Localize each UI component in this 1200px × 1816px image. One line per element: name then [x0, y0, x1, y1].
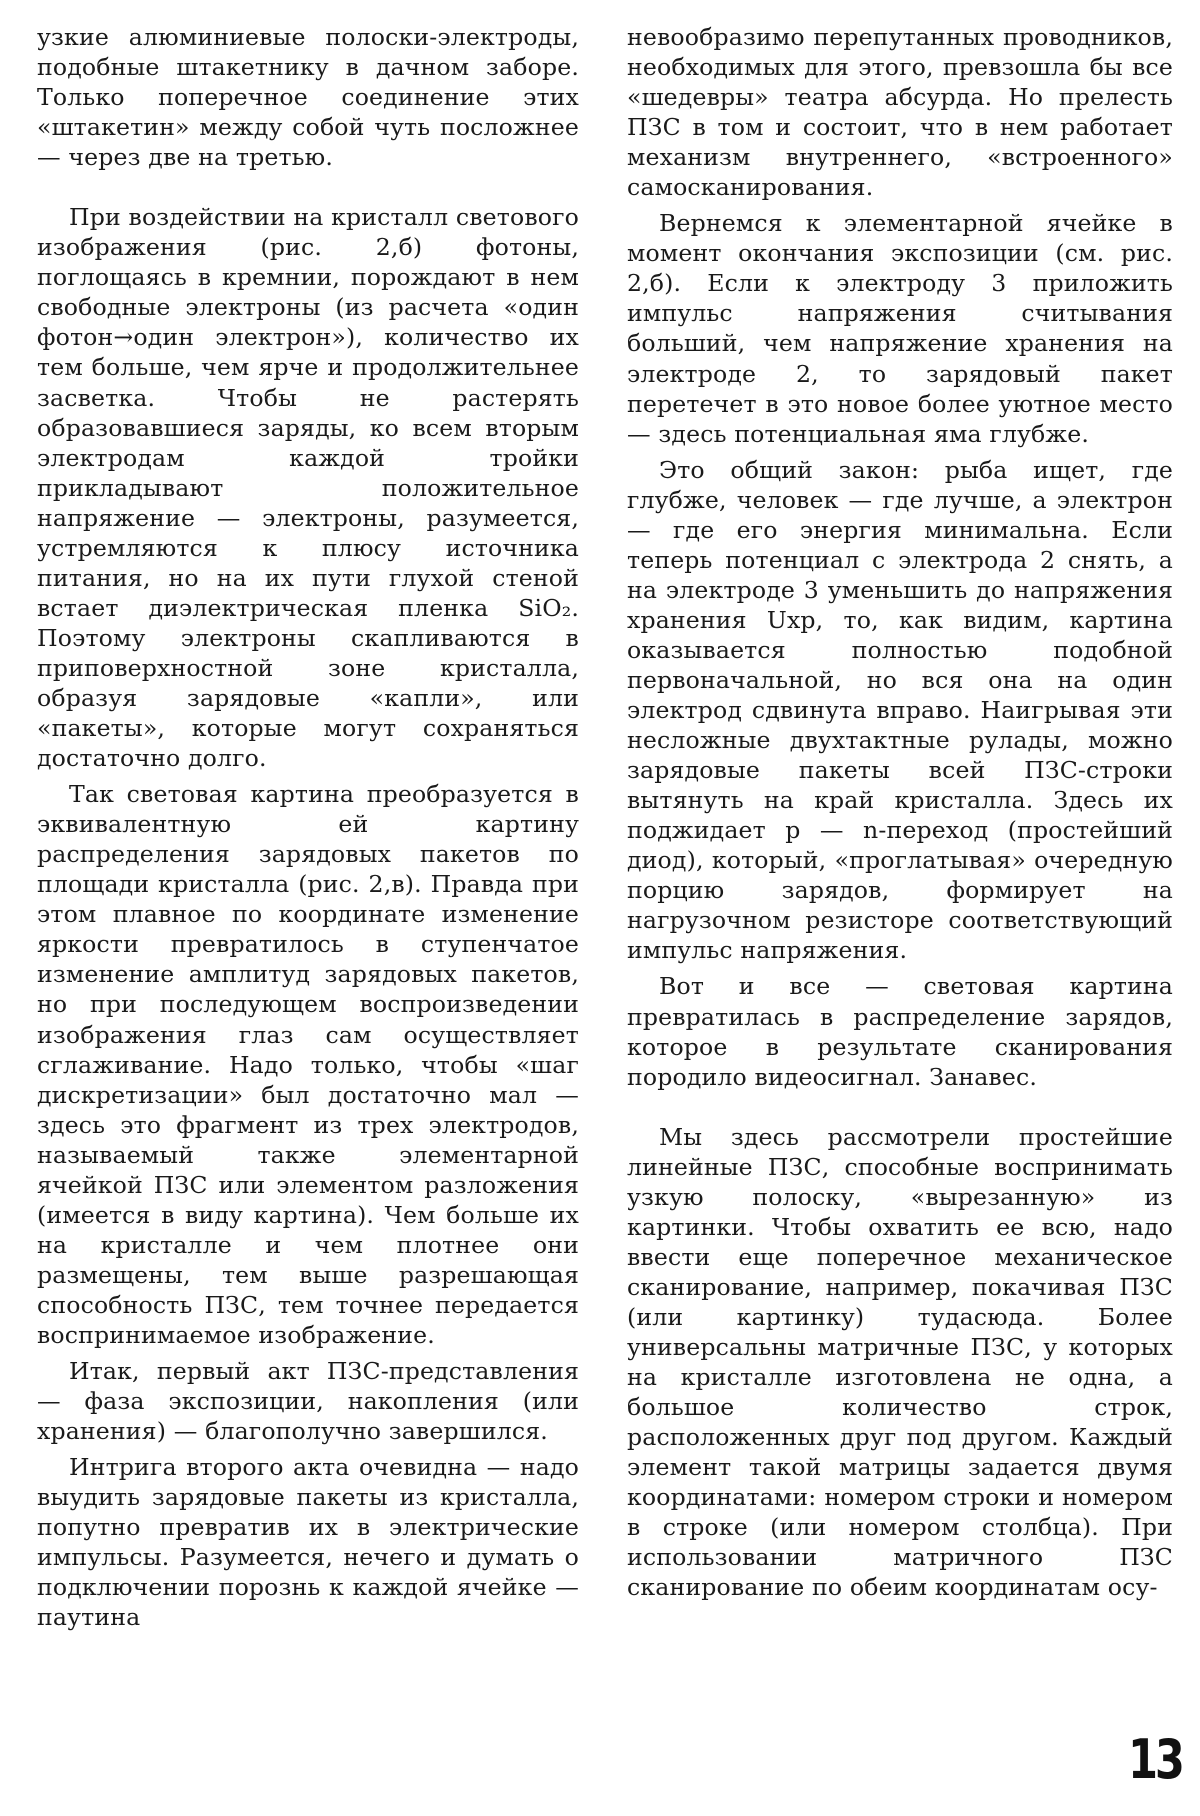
paragraph-second-act: Интрига второго акта очевидна — надо выудить зарядовые пакеты из кристалла, попутно превратив их в электрические импульсы. Разумеется, нечего и думать о подключении порознь к каждой ячейке — паутина — [37, 1453, 579, 1632]
paragraph-first-act: Итак, первый акт ПЗС-представления — фаза экспозиции, накопления (или хранения) — благополучно завершился. — [37, 1357, 579, 1446]
paragraph-general-law: Это общий закон: рыба ищет, где глубже, человек — где лучше, а электрон — где его энергия минимальна. Если теперь потенциал с электрода 2 снять, а на электроде 3 уменьшить до напряжения хранения Uхр, то, как видим, картина оказывается полностью подобной первоначальной, но вся она на один электрод сдвинута вправо. Наигрывая эти несложные двухтактные рулады, можно зарядовые пакеты всей ПЗС-строки вытянуть на край кристалла. Здесь их поджидает p — n-переход (простейший диод), который, «проглатывая» очередную порцию зарядов, формирует на нагрузочном резисторе соответствующий импульс напряжения. — [627, 455, 1173, 965]
paragraph-continuation: невообразимо перепутанных проводников, необходимых для этого, превзошла бы все «шедевры» театра абсурда. Но прелесть ПЗС в том и состоит, что в нем работает механизм внутреннего, «встроенного» самосканирования. — [627, 23, 1173, 202]
paragraph-curtain: Вот и все — световая картина превратилась в распределение зарядов, которое в результате сканирования породило видеосигнал. Занавес. — [627, 972, 1173, 1091]
paragraph-charge-packets: Так световая картина преобразуется в эквивалентную ей картину распределения зарядовых пакетов по площади кристалла (рис. 2,в). Правда при этом плавное по координате изменение яркости превратилось в ступенчатое изменение амплитуд зарядовых пакетов, но при последующем воспроизведении изображения глаз сам осуществляет сглаживание. Надо только, чтобы «шаг дискретизации» был достаточно мал — здесь это фрагмент из трех электродов, называемый также элементарной ячейкой ПЗС или элементом разложения (имеется в виду картина). Чем больше их на кристалле и чем плотнее они размещены, тем выше разрешающая способность ПЗС, тем точнее передается воспринимаемое изображение. — [37, 780, 579, 1349]
paragraph-matrix-ccd: Мы здесь рассмотрели простейшие линейные ПЗС, способные воспринимать узкую полоску, «вырезанную» из картинки. Чтобы охватить ее всю, надо ввести еще поперечное механическое сканирование, например, покачивая ПЗС (или картинку) тудасюда. Более универсальны матричные ПЗС, у которых на кристалле изготовлена не одна, а большое количество строк, расположенных друг под другом. Каждый элемент такой матрицы задается двумя координатами: номером строки и номером в строке (или номером столбца). При использовании матричного ПЗС сканирование по обеим координатам осу- — [627, 1122, 1173, 1602]
page-number: 13 — [1128, 1728, 1182, 1791]
paragraph-continuation: узкие алюминиевые полоски-электроды, подобные штакетнику в дачном заборе. Только поперечное соединение этих «штакетин» между собой чуть посложнее — через две на третью. — [37, 23, 579, 172]
left-text-column — [37, 22, 579, 1632]
right-text-column — [627, 22, 1173, 1602]
paragraph-exposure: При воздействии на кристалл светового изображения (рис. 2,б) фотоны, поглощаясь в кремнии, порождают в нем свободные электроны (из расчета «один фотон→один электрон»), количество их тем больше, чем ярче и продолжительнее засветка. Чтобы не растерять образовавшиеся заряды, ко всем вторым электродам каждой тройки прикладывают положительное напряжение — электроны, разумеется, устремляются к плюсу источника питания, но на их пути глухой стеной встает диэлектрическая пленка SiO₂. Поэтому электроны скапливаются в приповерхностной зоне кристалла, образуя зарядовые «капли», или «пакеты», которые могут сохраняться достаточно долго. — [37, 203, 579, 773]
paragraph-elementary-cell: Вернемся к элементарной ячейке в момент окончания экспозиции (см. рис. 2,б). Если к электроду 3 приложить импульс напряжения считывания больший, чем напряжение хранения на электроде 2, то зарядовый пакет перетечет в это новое более уютное место — здесь потенциальная яма глубже. — [627, 209, 1173, 448]
